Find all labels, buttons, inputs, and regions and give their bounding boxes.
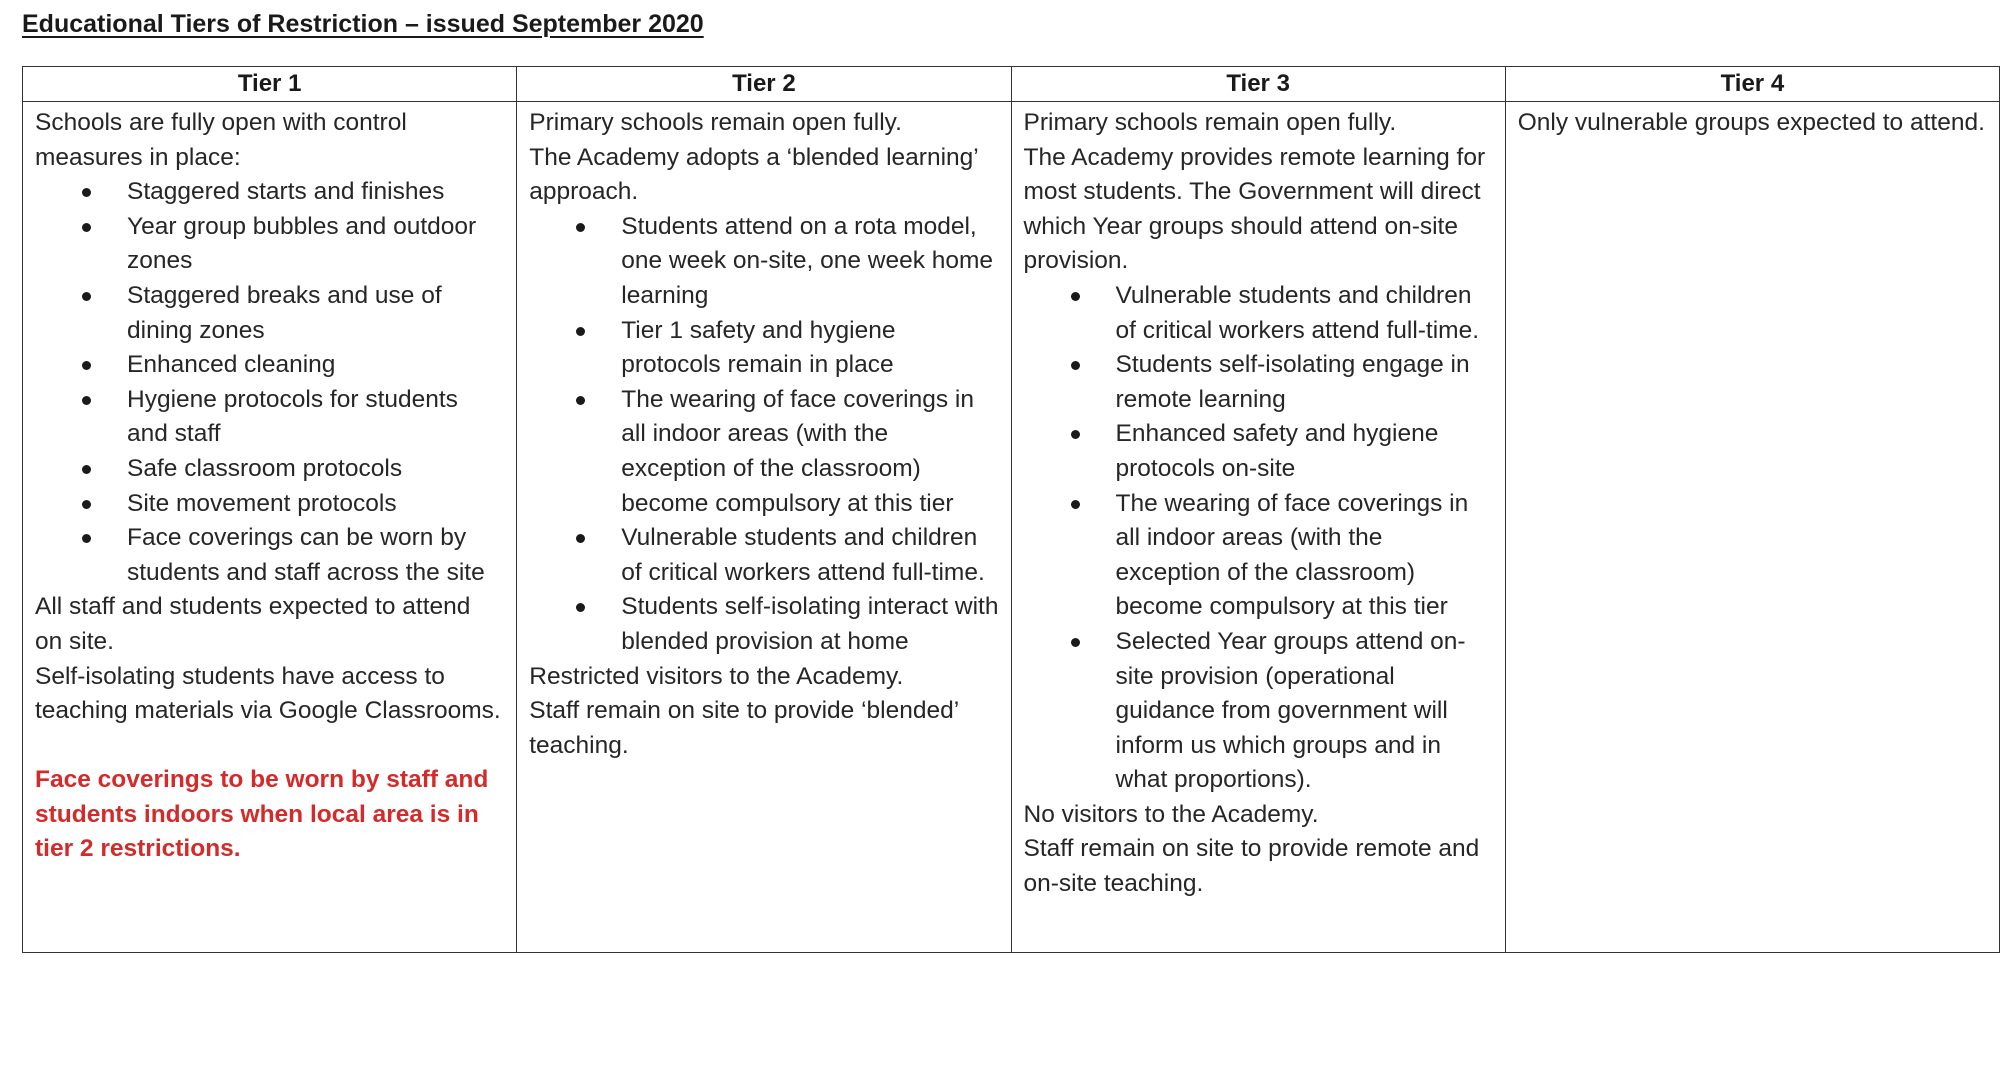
tier-3-cell — [1011, 102, 1505, 953]
list-item: Enhanced cleaning — [127, 348, 504, 383]
tier-4-intro: Only vulnerable groups expected to attend. — [1517, 109, 1985, 136]
tier-1-outro: Self-isolating students have access to teaching materials via Google Classrooms. — [35, 662, 501, 725]
list-item: Face coverings can be worn by students and staff across the site — [127, 521, 504, 590]
tier-3-header: Tier 3 — [1011, 67, 1505, 102]
tier-3-outro: No visitors to the Academy. — [1023, 800, 1319, 828]
tier-3-bullet-list — [1024, 279, 1493, 798]
document-title: Educational Tiers of Restriction – issued September 2020 — [22, 10, 704, 38]
list-item: Staggered breaks and use of dining zones — [127, 279, 504, 348]
tier-2-intro: Primary schools remain open fully. — [529, 109, 902, 136]
list-item: Tier 1 safety and hygiene protocols remain in place — [621, 314, 998, 383]
tier-3-intro: Primary schools remain open fully. — [1023, 109, 1397, 136]
tiers-table — [22, 66, 2000, 953]
list-item: Vulnerable students and children of critical workers attend full-time. — [1116, 279, 1493, 348]
list-item: Selected Year groups attend on-site provision (operational guidance from government will inform us which groups and in what proportions). — [1116, 625, 1493, 798]
list-item: Safe classroom protocols — [127, 452, 504, 487]
tier-1-warning: Face coverings to be worn by staff and students indoors when local area is in tier 2 restrictions. — [35, 766, 489, 863]
tier-2-cell — [517, 102, 1011, 953]
list-item: The wearing of face coverings in all indoor areas (with the exception of the classroom) become compulsory at this tier — [1116, 487, 1493, 625]
list-item: Site movement protocols — [127, 487, 504, 522]
tier-1-bullet-list — [35, 175, 504, 590]
tier-4-cell — [1505, 102, 1999, 953]
tier-1-intro: Schools are fully open with control measures in place: — [35, 109, 407, 171]
spacer — [35, 729, 504, 764]
list-item: The wearing of face coverings in all indoor areas (with the exception of the classroom) become compulsory at this tier — [621, 383, 998, 521]
header-row — [23, 67, 2000, 102]
tier-4-header: Tier 4 — [1505, 67, 1999, 102]
tier-1-outro: All staff and students expected to attend on site. — [35, 593, 471, 655]
tier-3-outro: Staff remain on site to provide remote and on-site teaching. — [1023, 835, 1480, 898]
tier-1-header: Tier 1 — [23, 67, 517, 102]
list-item: Students self-isolating interact with blended provision at home — [621, 590, 998, 659]
list-item: Staggered starts and finishes — [127, 175, 504, 210]
tier-2-bullet-list — [529, 210, 998, 660]
tier-2-header: Tier 2 — [517, 67, 1011, 102]
content-row — [23, 102, 2000, 953]
list-item: Year group bubbles and outdoor zones — [127, 210, 504, 279]
tier-2-outro: Restricted visitors to the Academy. — [529, 662, 904, 690]
tier-2-intro: The Academy adopts a ‘blended learning’ approach. — [529, 143, 978, 206]
tier-2-outro: Staff remain on site to provide ‘blended’ teaching. — [529, 697, 959, 759]
list-item: Vulnerable students and children of critical workers attend full-time. — [621, 521, 998, 590]
list-item: Students attend on a rota model, one week on-site, one week home learning — [621, 210, 998, 314]
tier-1-cell — [23, 102, 517, 953]
list-item: Students self-isolating engage in remote learning — [1116, 348, 1493, 417]
list-item: Enhanced safety and hygiene protocols on-site — [1116, 417, 1493, 486]
list-item: Hygiene protocols for students and staff — [127, 383, 504, 452]
tier-3-intro: The Academy provides remote learning for most students. The Government will direct which Year groups should attend on-site provision. — [1023, 143, 1486, 275]
